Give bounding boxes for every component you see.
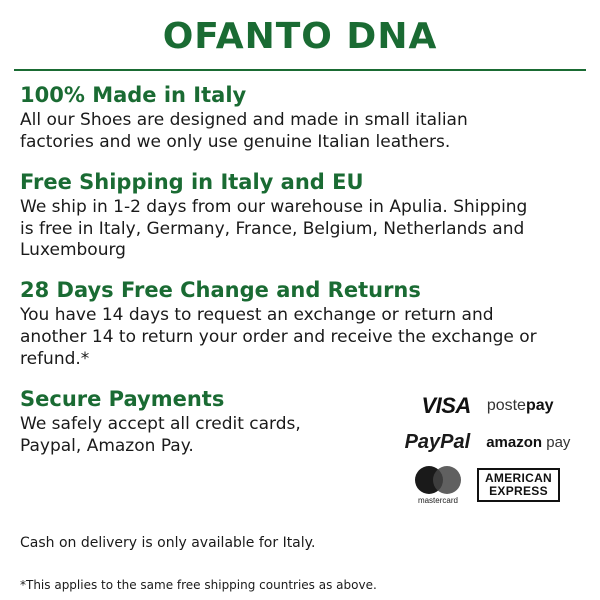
paypal-pal-text: Pal — [440, 430, 471, 453]
amazon-word-text: amazon — [486, 433, 543, 451]
cash-on-delivery-note: Cash on delivery is only available for Italy. — [20, 534, 316, 551]
paypal-icon — [405, 431, 471, 454]
section-body: All our Shoes are designed and made in small italian factories and we only use genuine Italian leathers. — [20, 110, 468, 152]
section-body: We safely accept all credit cards, Paypal, Amazon Pay. — [20, 413, 301, 456]
amex-line-2: EXPRESS — [489, 484, 548, 499]
footnote: *This applies to the same free shipping countries as above. — [20, 578, 377, 592]
paypal-pay-text: Pay — [404, 430, 441, 453]
visa-icon: VISA — [421, 392, 471, 418]
content-area — [0, 71, 600, 551]
payments-text-block — [20, 387, 350, 458]
payment-logo-row-2 — [395, 431, 580, 454]
section-title: 100% Made in Italy — [20, 83, 247, 107]
section-secure-payments — [20, 387, 580, 517]
postepay-light-text: poste — [486, 396, 526, 414]
postepay-icon — [487, 397, 554, 415]
american-express-icon — [477, 468, 560, 501]
section-returns — [20, 278, 580, 370]
section-title: Free Shipping in Italy and EU — [20, 169, 364, 194]
amex-line-1: AMERICAN — [484, 471, 553, 486]
mastercard-label: mastercard — [417, 495, 458, 505]
payment-logo-row-1 — [395, 393, 580, 419]
page-title: OFANTO DNA — [162, 16, 438, 57]
amazon-pay-text: pay — [546, 433, 571, 451]
payment-logo-row-3 — [395, 466, 580, 505]
mastercard-icon — [415, 466, 461, 505]
payment-logos — [395, 387, 580, 517]
postepay-bold-text: pay — [525, 396, 554, 414]
section-body: You have 14 days to request an exchange or return and another 14 to return your order and receive the exchange or refund.* — [20, 305, 537, 369]
section-body: We ship in 1-2 days from our warehouse in Apulia. Shipping is free in Italy, Germany, France, Belgium, Netherlands and Luxembourg — [20, 196, 528, 261]
amazon-pay-icon — [486, 434, 570, 451]
section-title: Secure Payments — [20, 386, 225, 411]
section-made-in-italy — [20, 83, 580, 154]
mastercard-circles — [415, 466, 461, 494]
section-free-shipping — [20, 170, 580, 262]
section-title: 28 Days Free Change and Returns — [20, 278, 421, 303]
